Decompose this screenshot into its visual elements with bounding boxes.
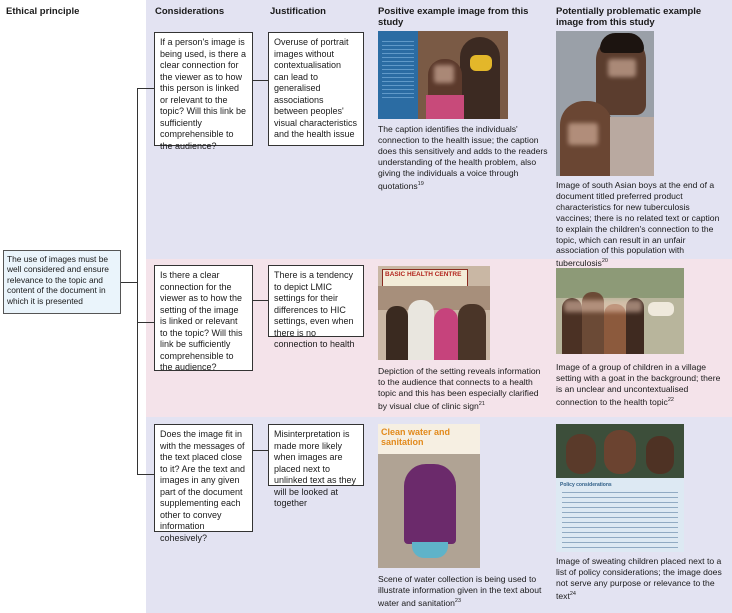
quote-lines: [382, 41, 414, 101]
positive-caption-text-2: Depiction of the setting reveals information to the audience that connects to a health topic and this has been especially clarified by visual clue of clinic sign: [378, 366, 541, 411]
connector-vertical: [137, 88, 138, 474]
header-problematic: Potentially problematic example image from this study: [556, 6, 702, 28]
connector-row-3: [137, 474, 154, 475]
boy-shirt: [610, 117, 654, 176]
positive-ref-2: 21: [478, 400, 485, 407]
principle-text: The use of images must be well considered and ensure relevance to the topic and content of the document in which it is presented: [7, 254, 109, 306]
consideration-text-3: Does the image fit in with the messages of the text placed close to it? Are the text and images in any given part of the document supplementing each other to convey information cohesively?: [160, 429, 246, 543]
positive-ref-3: 23: [454, 597, 462, 604]
crowd-figure-1: [386, 306, 408, 360]
consideration-box-3: [154, 424, 253, 543]
village-background: [556, 268, 684, 298]
water-basin: [412, 542, 448, 558]
positive-caption-2: [378, 366, 548, 411]
problematic-image-1: [556, 31, 654, 176]
problematic-caption-2: [556, 362, 726, 407]
consideration-box-2: [154, 265, 253, 371]
problematic-caption-text-3: Image of sweating children placed next to a list of policy considerations; the image does not serve any purpose or relevance to the text: [556, 556, 722, 601]
header-justification: Justification: [270, 6, 326, 17]
child-face-c: [646, 436, 674, 474]
policy-panel-title: [560, 482, 612, 488]
connector-c1-j1: [253, 80, 268, 81]
child-face-b: [604, 430, 636, 474]
positive-image-2: [378, 266, 490, 360]
connector-row-2: [137, 322, 154, 323]
child-face-a: [566, 434, 596, 474]
consideration-box-1: [154, 32, 253, 151]
problematic-caption-text-1: Image of south Asian boys at the end of a document titled preferred product characteristics for new tuberculosis vaccines; there is no related text or caption to explain the children's connection to the topic, which can result in an unfair association of this population with tuberculosis: [556, 180, 720, 269]
positive-image-1: [378, 31, 508, 119]
connector-c3-j3: [253, 450, 268, 451]
consideration-text-2: Is there a clear connection for the viewer as to how the setting of the image is linked or relevant to the topic? Will this link be sufficiently comprehensible to the audience?: [160, 270, 243, 372]
crowd-figure-3: [434, 308, 458, 360]
policy-text-lines: [562, 492, 678, 548]
boy-face-blur-1: [608, 59, 636, 77]
problematic-ref-1: 20: [601, 258, 608, 265]
positive-ref-1: 19: [417, 180, 424, 187]
positive-caption-text-3: Scene of water collection is being used to illustrate information given in the text about water and sanitation: [378, 574, 542, 608]
problematic-caption-1: [556, 180, 726, 269]
children-faces-blur: [564, 300, 642, 312]
justification-box-2: [268, 265, 364, 349]
problematic-caption-text-2: Image of a group of children in a village setting with a goat in the background; there is an unclear and uncontextualised connection to the health topic: [556, 362, 721, 407]
positive-caption-text-1: The caption identifies the individuals' connection to the health issue; the caption does this sensitively and adds to the readers understanding of the health problem, also giving the individuals a voice through quotations: [378, 124, 548, 191]
header-positive: Positive example image from this study: [378, 6, 529, 28]
connector-horizontal: [121, 282, 138, 283]
problematic-caption-3: [556, 556, 726, 601]
clinic-sign-text: BASIC HEALTH CENTRE: [385, 271, 462, 278]
problematic-ref-3: 24: [569, 590, 576, 597]
positive-image-3: [378, 424, 480, 568]
child-face-blur: [434, 65, 454, 83]
positive-image-title: Clean water and sanitation: [381, 427, 451, 447]
connector-row-1: [137, 88, 154, 89]
positive-caption-3: [378, 574, 548, 609]
justification-box-3: [268, 424, 364, 508]
justification-text-1: Overuse of portrait images without contextualisation can lead to generalised associations between peoples' visual characteristics and the health issue: [274, 37, 358, 139]
woman-collecting-water: [404, 464, 456, 544]
header-considerations: Considerations: [155, 6, 225, 17]
principle-box: [3, 250, 121, 314]
justification-text-3: Misinterpretation is made more likely when images are placed next to unlinked text as they will be looked at together: [274, 429, 357, 508]
header-ethical-principle: Ethical principle: [6, 6, 80, 17]
problematic-image-3: [556, 424, 684, 552]
crowd-figure-2: [408, 300, 434, 360]
goat: [648, 302, 674, 316]
face-mask: [470, 55, 492, 71]
title-panel: [378, 424, 480, 454]
child-dress: [426, 95, 464, 119]
connector-c2-j2: [253, 300, 268, 301]
boy-hair: [600, 33, 644, 53]
positive-caption-1: [378, 124, 548, 191]
crowd-figure-4: [458, 304, 486, 360]
problematic-image-2: [556, 268, 684, 354]
problematic-ref-2: 22: [667, 396, 674, 403]
justification-box-1: [268, 32, 364, 146]
justification-text-2: There is a tendency to depict LMIC settings for their differences to HIC settings, even when there is no connection to health: [274, 270, 355, 349]
boy-face-blur-2: [568, 123, 598, 145]
clinic-sign: [382, 269, 468, 287]
consideration-text-1: If a person's image is being used, is there a clear connection for the viewer as to how this person is linked or relevant to the topic? Will this link be sufficiently comprehensible to the audience?: [160, 37, 247, 151]
policy-panel-title-text: Policy considerations: [560, 482, 612, 488]
woman-figure: [460, 37, 500, 119]
